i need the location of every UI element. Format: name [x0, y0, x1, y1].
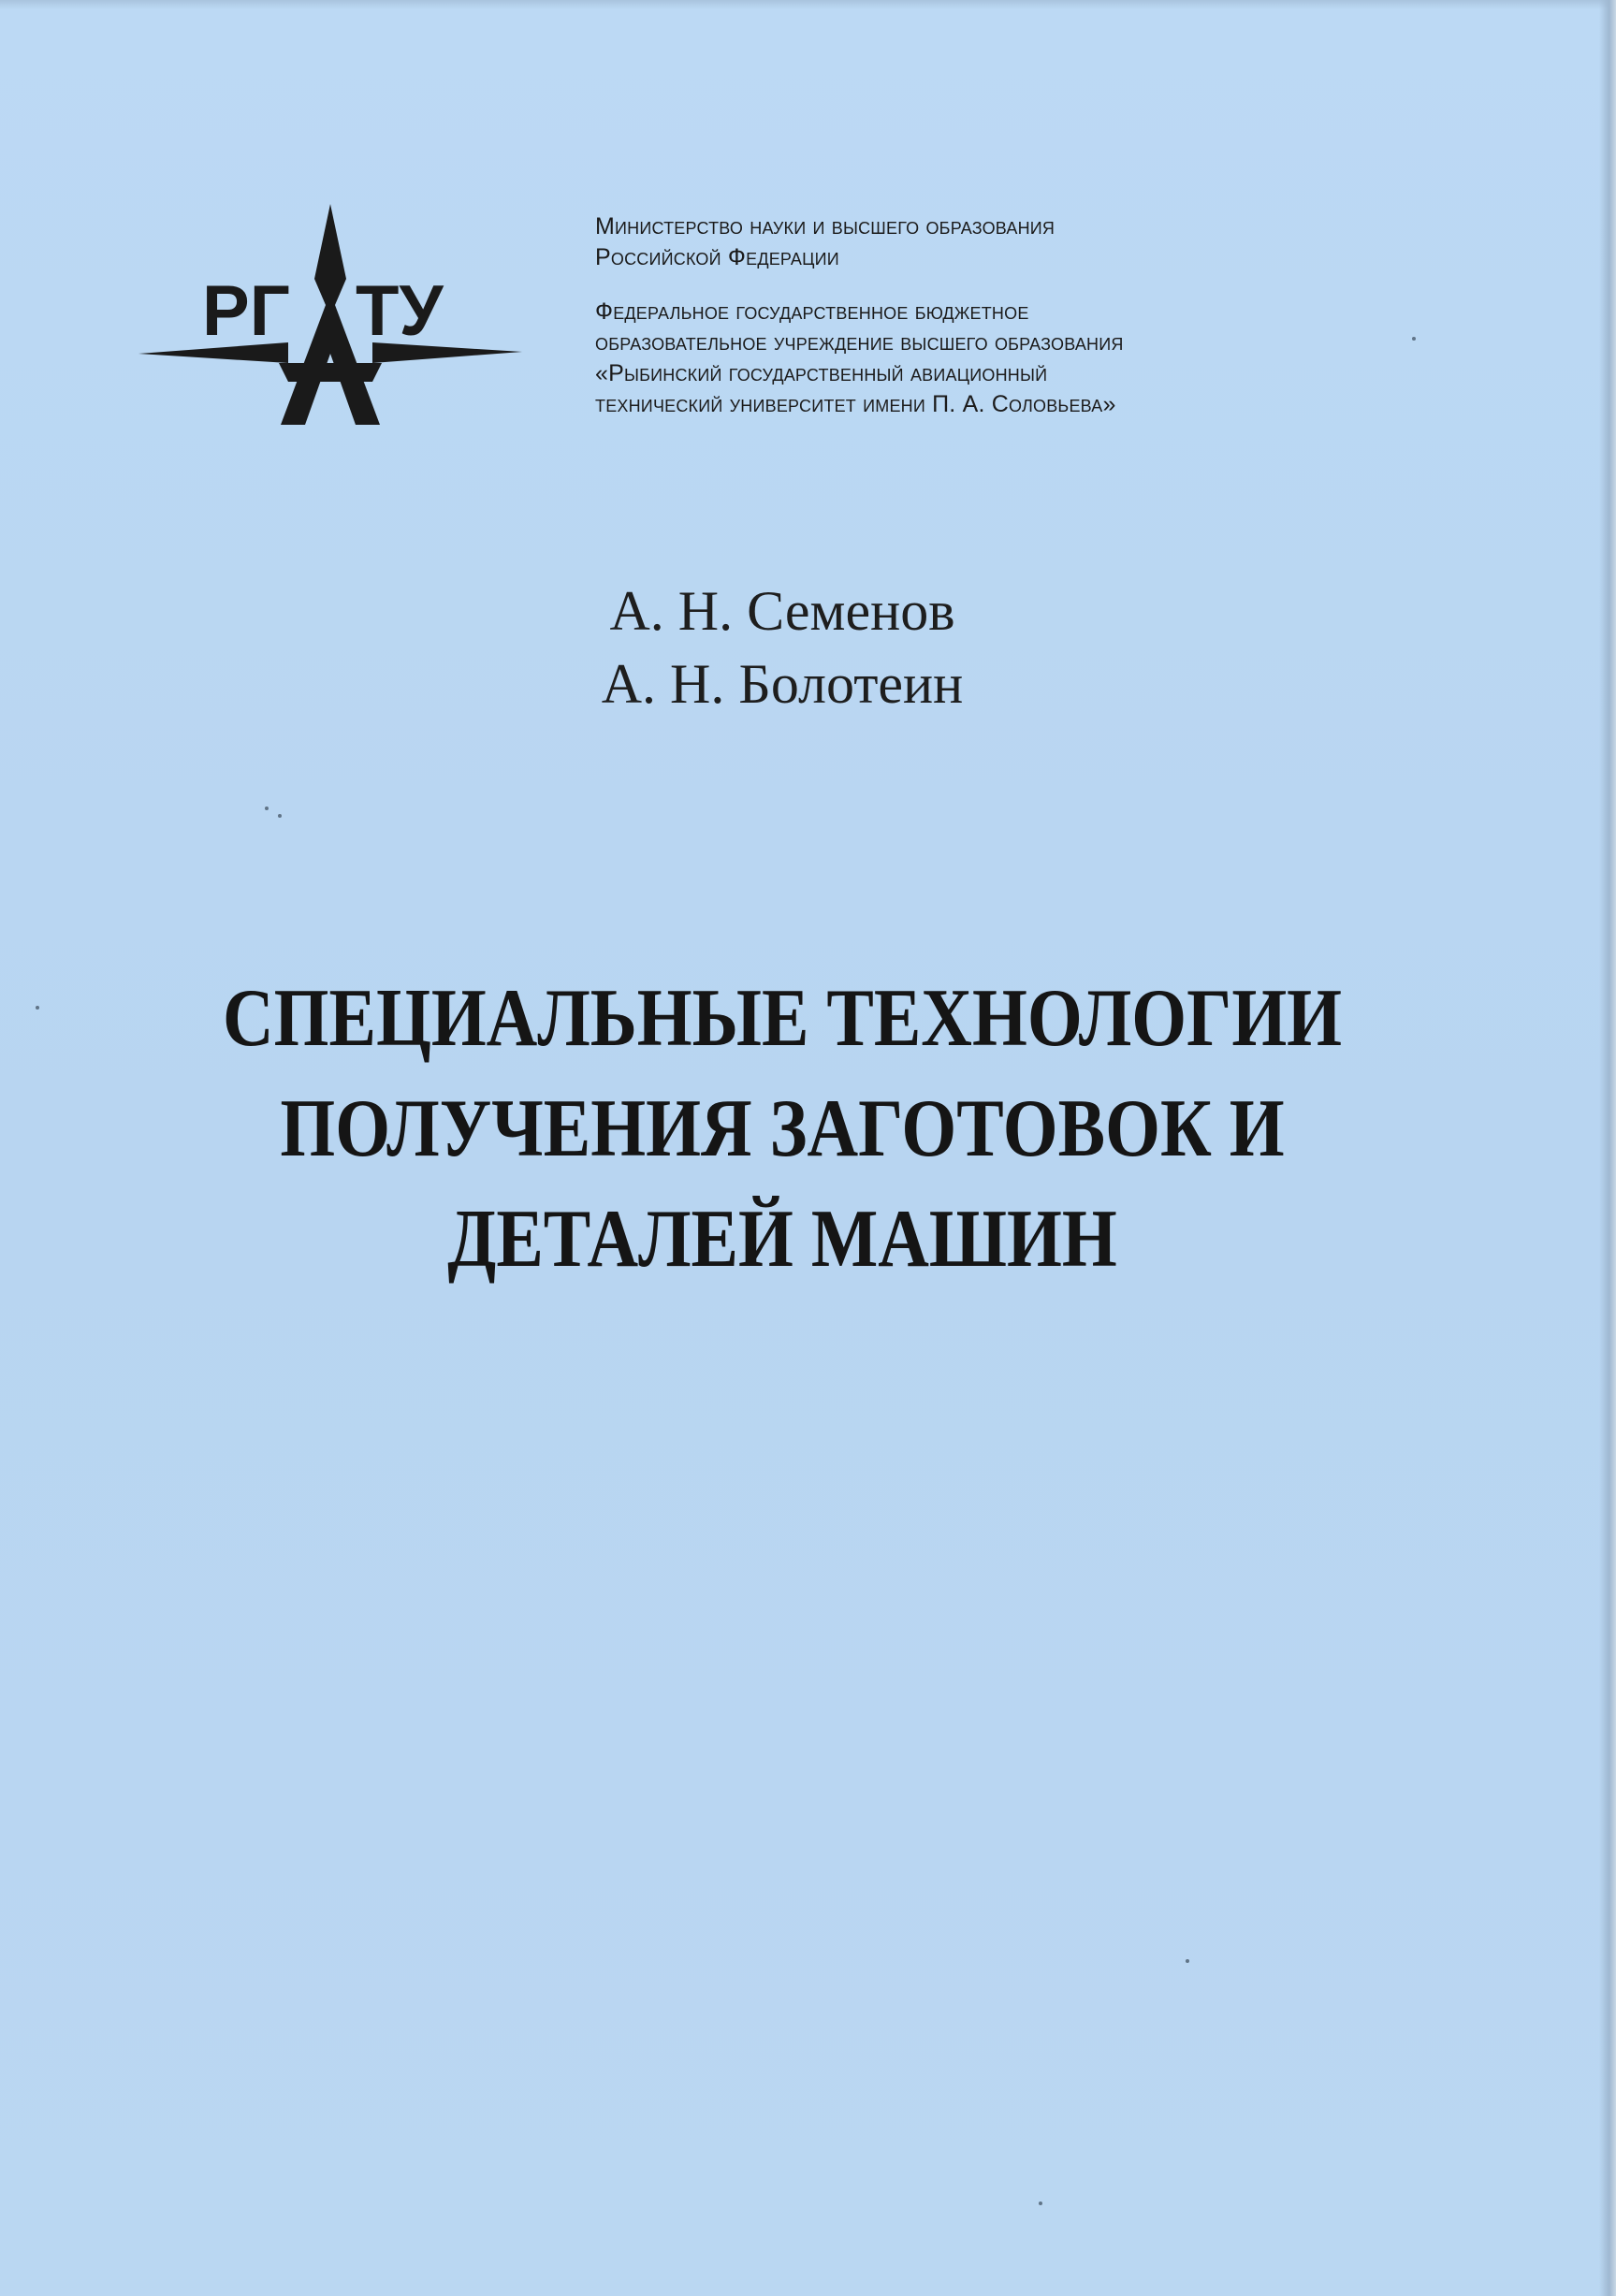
- ministry-line-2: Российской Федерации: [595, 244, 839, 270]
- logo-star-top: [314, 204, 346, 279]
- logo-letters-left: РГ: [202, 271, 290, 351]
- logo-crossbar: [279, 363, 382, 382]
- book-title: [109, 964, 1455, 1295]
- university-line-2: образовательное учреждение высшего образования: [595, 329, 1124, 356]
- logo-letters-right: ТУ: [356, 271, 444, 351]
- ministry-line-1: Министерство науки и высшего образования: [595, 213, 1055, 240]
- institution-header: [595, 211, 1531, 420]
- scan-speck: [278, 814, 282, 818]
- logo-star-mid: [314, 279, 346, 305]
- author-2: А. Н. Болотеин: [601, 653, 964, 715]
- university-line-4: технический университет имени П. А. Соловьева»: [595, 391, 1116, 417]
- university-line-3: «Рыбинский государственный авиационный: [595, 360, 1048, 386]
- university-line-1: Федеральное государственное бюджетное: [595, 298, 1029, 325]
- university-logo: [138, 204, 522, 429]
- scan-speck: [36, 1006, 39, 1010]
- title-line-2: ПОЛУЧЕНИЯ ЗАГОТОВОК И: [280, 1083, 1285, 1174]
- title-line-3: ДЕТАЛЕЙ МАШИН: [447, 1194, 1117, 1285]
- scan-speck: [1039, 2202, 1042, 2205]
- authors-block: [0, 574, 1565, 720]
- scan-speck: [1412, 337, 1416, 341]
- scan-speck: [265, 807, 269, 810]
- institution-gap: [595, 273, 1531, 297]
- cover-top-edge: [0, 0, 1616, 9]
- author-1: А. Н. Семенов: [609, 580, 955, 642]
- scan-speck: [1186, 1959, 1189, 1963]
- cover-right-edge: [1599, 0, 1616, 2296]
- title-line-1: СПЕЦИАЛЬНЫЕ ТЕХНОЛОГИИ: [222, 973, 1343, 1064]
